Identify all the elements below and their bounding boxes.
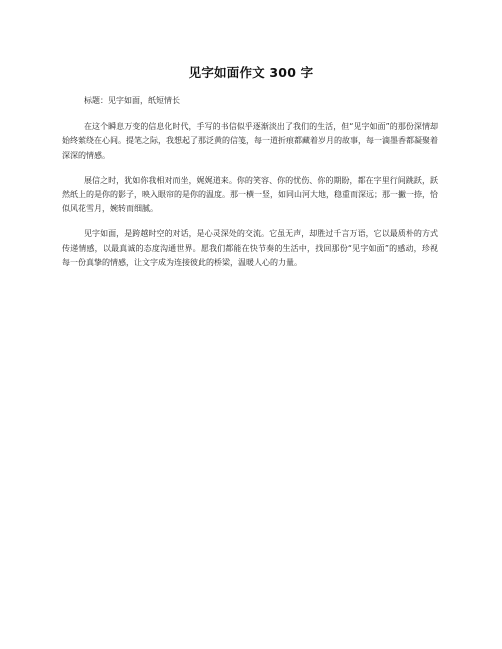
page-title: 见字如面作文 300 字 xyxy=(188,65,314,80)
paragraph-3: 见字如面，是跨越时空的对话，是心灵深处的交流。它虽无声，却胜过千言万语，它以最质朴的方式传递情感，以最真诚的态度沟通世界。愿我们都能在快节奏的生活中，找回那份“见字如面”的感动，珍视每一份真挚的情感，让文字成为连接彼此的桥梁，温暖人心的力量。 xyxy=(62,229,438,267)
paragraph-2: 展信之时，犹如你我相对而坐，娓娓道来。你的笑容、你的忧伤、你的期盼，都在字里行间跳跃，跃然纸上的是你的影子，映入眼帘的是你的温度。那一横一竖，如同山河大地，稳重而深远；那一撇一捺，恰似风花雪月，婉转而细腻。 xyxy=(62,175,438,214)
document-body xyxy=(62,94,438,281)
paragraph-1: 在这个瞬息万变的信息化时代，手写的书信似乎逐渐淡出了我们的生活，但“见字如面”的那份深情却始终萦绕在心间。提笔之际，我想起了那泛黄的信笺，每一道折痕都藏着岁月的故事，每一滴墨香都凝聚着深深的情感。 xyxy=(62,122,438,160)
document-subtitle: 标题：见字如面，纸短情长 xyxy=(84,96,180,105)
